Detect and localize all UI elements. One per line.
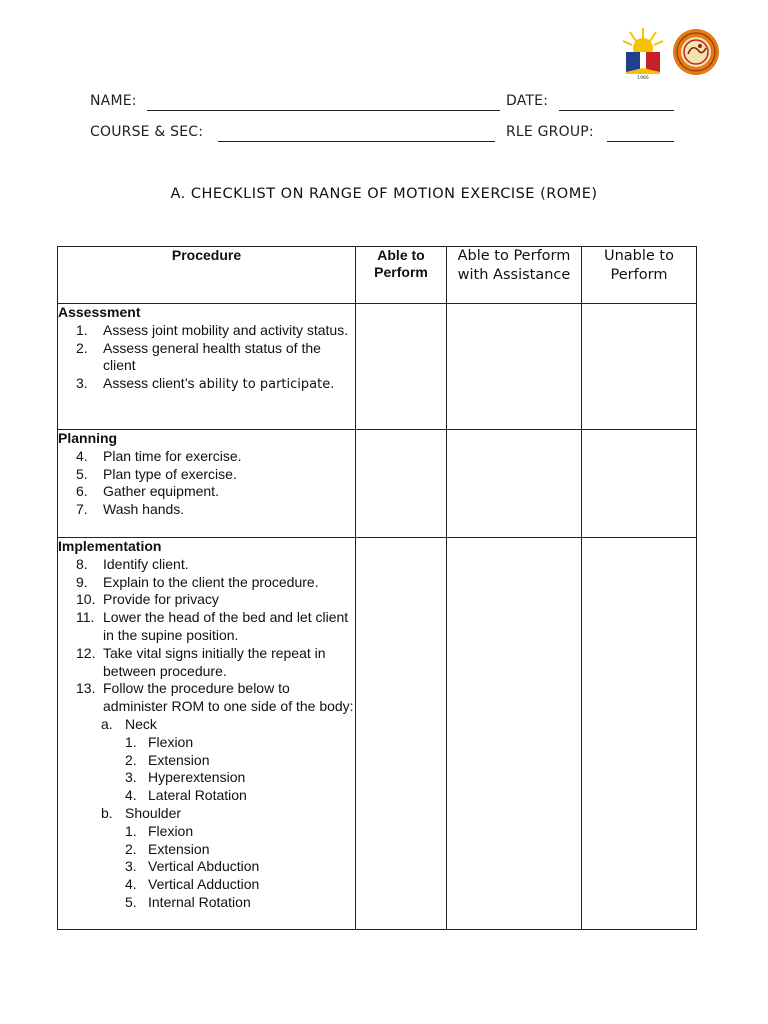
procedure-cell	[58, 430, 356, 538]
able-with-assistance-cell[interactable]	[447, 430, 582, 538]
motion-text: Flexion	[148, 822, 194, 839]
motion-list	[58, 734, 355, 805]
name-label: NAME:	[90, 93, 137, 109]
step-number: 1.	[76, 321, 88, 338]
course-sec-label: COURSE & SEC:	[90, 124, 204, 140]
able-to-perform-cell[interactable]	[356, 304, 447, 430]
unable-to-perform-cell[interactable]	[582, 538, 697, 930]
motion-item	[58, 769, 355, 787]
col-header-procedure: Procedure	[58, 247, 356, 304]
date-field-line[interactable]	[559, 110, 674, 111]
motion-item	[58, 734, 355, 752]
motion-number: 2.	[125, 840, 137, 857]
motion-text: Lateral Rotation	[148, 787, 247, 804]
step-number: 8.	[76, 555, 88, 572]
body-part-list	[58, 805, 355, 823]
college-round-seal-logo	[672, 28, 720, 76]
body-part-letter: a.	[101, 715, 113, 732]
step-item	[58, 375, 355, 394]
motion-item	[58, 823, 355, 841]
step-text: Assess joint mobility and activity status.	[103, 321, 349, 338]
col-header-able-to-perform: Able to Perform	[356, 247, 447, 304]
able-to-perform-cell[interactable]	[356, 430, 447, 538]
course-sec-field-line[interactable]	[218, 141, 495, 142]
body-part-item	[58, 716, 355, 734]
step-number: 5.	[76, 465, 88, 482]
motion-item	[58, 858, 355, 876]
able-to-perform-cell[interactable]	[356, 538, 447, 930]
section-row-implementation	[58, 538, 697, 930]
procedure-cell	[58, 304, 356, 430]
step-number: 10.	[76, 591, 96, 608]
step-text: Provide for privacy	[103, 591, 219, 608]
step-item	[58, 556, 355, 574]
name-date-row	[0, 93, 768, 113]
logos	[618, 26, 722, 80]
motion-text: Flexion	[148, 733, 194, 750]
step-text: Take vital signs initially the repeat in between procedure.	[103, 644, 326, 679]
section-title: Assessment	[58, 304, 141, 320]
university-flag-seal-logo	[618, 26, 668, 80]
unable-to-perform-cell[interactable]	[582, 304, 697, 430]
step-text: Wash hands.	[103, 501, 185, 518]
step-item	[58, 645, 355, 681]
motion-text: Hyperextension	[148, 769, 246, 786]
procedure-cell	[58, 538, 356, 930]
section-row-planning	[58, 430, 697, 538]
step-number: 2.	[76, 339, 88, 356]
col-header-able-with-assistance: Able to Perform with Assistance	[447, 247, 582, 304]
motion-number: 3.	[125, 769, 137, 786]
step-number: 9.	[76, 573, 88, 590]
motion-item	[58, 876, 355, 894]
step-text-continued: ability to participate.	[194, 377, 335, 393]
step-text: Identify client.	[103, 555, 189, 572]
table-header-row	[58, 247, 697, 304]
checklist-title: A. CHECKLIST ON RANGE OF MOTION EXERCISE (ROME)	[170, 186, 598, 202]
checklist-table	[57, 246, 697, 930]
section-title: Planning	[58, 430, 118, 446]
motion-number: 1.	[125, 733, 137, 750]
motion-number: 2.	[125, 751, 137, 768]
step-text: Follow the procedure below to administer ROM to one side of the body:	[103, 680, 354, 715]
motion-text: Vertical Adduction	[148, 876, 260, 893]
step-text: Explain to the client the procedure.	[103, 573, 319, 590]
section-row-assessment	[58, 304, 697, 430]
step-number: 3.	[76, 375, 88, 392]
body-part-list	[58, 716, 355, 734]
date-label: DATE:	[506, 93, 549, 109]
unable-to-perform-cell[interactable]	[582, 430, 697, 538]
step-number: 13.	[76, 680, 96, 697]
motion-text: Vertical Abduction	[148, 858, 260, 875]
body-part-letter: b.	[101, 804, 113, 821]
col-header-unable-to-perform: Unable to Perform	[582, 247, 697, 304]
motion-number: 5.	[125, 893, 137, 910]
step-number: 7.	[76, 501, 88, 518]
body-part-item	[58, 805, 355, 823]
motion-text: Internal Rotation	[148, 893, 251, 910]
rle-group-field-line[interactable]	[607, 141, 674, 142]
step-item	[58, 466, 355, 484]
step-item	[58, 680, 355, 716]
motion-text: Extension	[148, 751, 210, 768]
step-number: 6.	[76, 483, 88, 500]
step-number: 12.	[76, 644, 96, 661]
step-text: Assess client’s	[103, 375, 195, 392]
name-field-line[interactable]	[147, 110, 500, 111]
motion-text: Extension	[148, 840, 210, 857]
step-text: Plan type of exercise.	[103, 465, 237, 482]
motion-number: 1.	[125, 822, 137, 839]
rle-group-label: RLE GROUP:	[506, 124, 594, 140]
section-title: Implementation	[58, 538, 162, 554]
step-item	[58, 322, 355, 340]
motion-item	[58, 787, 355, 805]
motion-number: 4.	[125, 876, 137, 893]
step-item	[58, 591, 355, 609]
step-item	[58, 609, 355, 645]
motion-list	[58, 823, 355, 912]
body-part-label: Shoulder	[125, 804, 182, 821]
body-part-label: Neck	[125, 715, 157, 732]
motion-number: 3.	[125, 858, 137, 875]
step-item	[58, 448, 355, 466]
able-with-assistance-cell[interactable]	[447, 304, 582, 430]
motion-item	[58, 752, 355, 770]
motion-number: 4.	[125, 787, 137, 804]
step-item	[58, 574, 355, 592]
course-rle-row	[0, 124, 768, 144]
step-text: Lower the head of the bed and let client in the supine position.	[103, 609, 349, 643]
seal-year: 1966	[637, 76, 649, 80]
step-number: 4.	[76, 447, 88, 464]
step-item	[58, 340, 355, 376]
motion-item	[58, 894, 355, 912]
step-item	[58, 501, 355, 519]
step-text: Gather equipment.	[103, 483, 219, 500]
able-with-assistance-cell[interactable]	[447, 538, 582, 930]
step-text: Assess general health status of the client	[103, 339, 321, 374]
motion-item	[58, 841, 355, 859]
step-item	[58, 483, 355, 501]
step-number: 11.	[76, 609, 95, 626]
step-text: Plan time for exercise.	[103, 447, 242, 464]
